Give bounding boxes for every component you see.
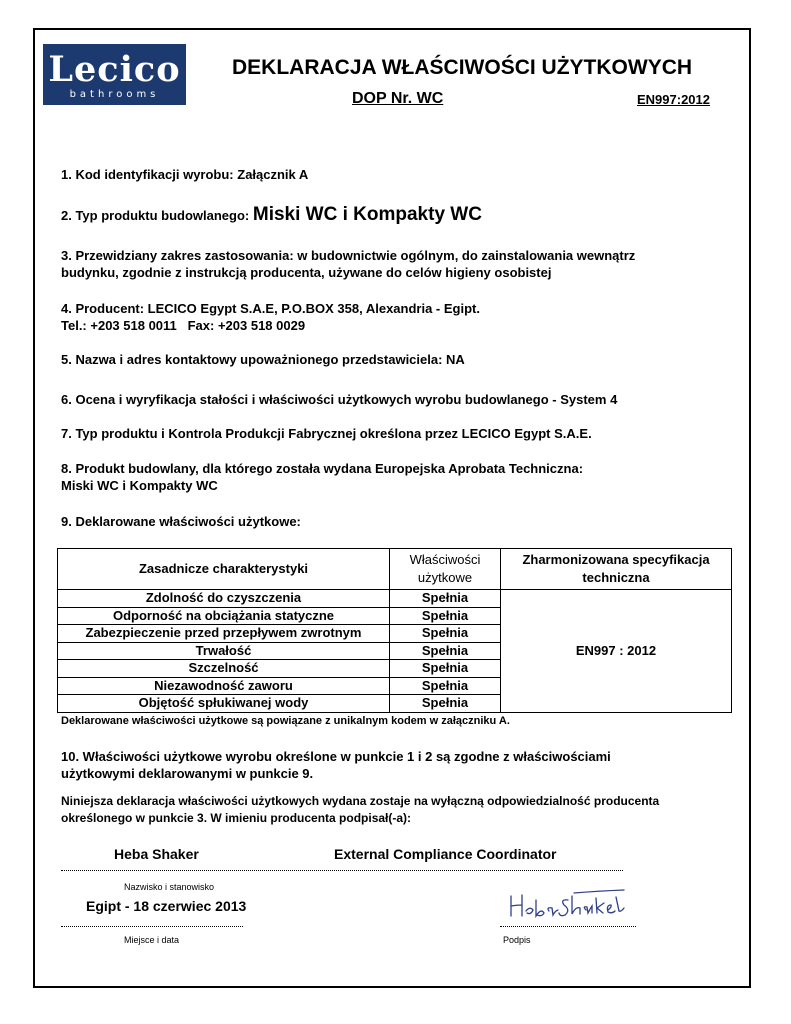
handwritten-signature	[508, 886, 628, 922]
signatory-position: External Compliance Coordinator	[334, 846, 557, 862]
performance-cell: Spełnia	[390, 695, 501, 713]
signature-dotted-line	[500, 926, 636, 927]
section-10	[61, 748, 611, 782]
performance-cell: Spełnia	[390, 590, 501, 608]
performance-cell: Spełnia	[390, 677, 501, 695]
table-note: Deklarowane właściwości użytkowe są powiązane z unikalnym kodem w załączniku A.	[61, 715, 510, 727]
properties-table	[57, 548, 732, 713]
performance-cell: Spełnia	[390, 642, 501, 660]
header-specification-line-1: Zharmonizowana specyfikacja	[522, 552, 710, 567]
section-7: 7. Typ produktu i Kontrola Produkcji Fabrycznej określona przez LECICO Egypt S.A.E.	[61, 426, 592, 441]
standard-reference: EN997:2012	[637, 92, 710, 107]
section-8-line-1: 8. Produkt budowlany, dla którego została wydana Europejska Aprobata Techniczna:	[61, 461, 584, 476]
section-6: 6. Ocena i wyryfikacja stałości i właściwości użytkowych wyrobu budowlanego - System 4	[61, 392, 618, 407]
header-specification	[501, 549, 732, 590]
header-performance-line-2: użytkowe	[417, 570, 473, 585]
section-4	[61, 300, 480, 334]
table-row	[58, 590, 732, 608]
section-10-line-1: 10. Właściwości użytkowe wyrobu określone w punkcie 1 i 2 są zgodne z właściwościami	[61, 749, 611, 764]
declaration-line-2: określonego w punkcie 3. W imieniu producenta podpisał(-a):	[61, 811, 412, 825]
section-5: 5. Nazwa i adres kontaktowy upoważnionego przedstawiciela: NA	[61, 352, 465, 367]
performance-cell: Spełnia	[390, 607, 501, 625]
place-dotted-line	[61, 926, 243, 927]
logo-subtitle: bathrooms	[69, 89, 160, 100]
dop-number: DOP Nr. WC	[352, 90, 444, 107]
section-2-value: Miski WC i Kompakty WC	[252, 204, 482, 225]
section-4-line-1: 4. Producent: LECICO Egypt S.A.E, P.O.BOX 358, Alexandria - Egipt.	[61, 301, 480, 316]
logo-brand: Lecico	[48, 49, 181, 90]
characteristic-cell: Niezawodność zaworu	[58, 677, 390, 695]
section-9: 9. Deklarowane właściwości użytkowe:	[61, 514, 301, 529]
table-header-row	[58, 549, 732, 590]
document-title: DEKLARACJA WŁAŚCIWOŚCI UŻYTKOWYCH	[232, 56, 693, 79]
section-4-line-2: Tel.: +203 518 0011 Fax: +203 518 0029	[61, 318, 306, 333]
characteristic-cell: Szczelność	[58, 660, 390, 678]
header-performance	[390, 549, 501, 590]
characteristic-cell: Zdolność do czyszczenia	[58, 590, 390, 608]
section-3-line-1: 3. Przewidziany zakres zastosowania: w budownictwie ogólnym, do zainstalowania wewnątrz	[61, 248, 636, 263]
section-8	[61, 460, 583, 494]
header-characteristics: Zasadnicze charakterystyki	[58, 549, 390, 590]
place-date: Egipt - 18 czerwiec 2013	[86, 898, 247, 914]
characteristic-cell: Objętość spłukiwanej wody	[58, 695, 390, 713]
header-performance-line-1: Właściwości	[409, 552, 481, 567]
section-2	[61, 206, 482, 224]
place-caption: Miejsce i data	[124, 935, 180, 945]
section-2-label: 2. Typ produktu budowlanego:	[61, 208, 250, 223]
performance-cell: Spełnia	[390, 625, 501, 643]
lecico-logo	[43, 44, 186, 105]
declaration-line-1: Niniejsza deklaracja właściwości użytkowych wydana zostaje na wyłączną odpowiedzialność producenta	[61, 794, 660, 808]
signature-caption: Podpis	[503, 935, 531, 945]
signatory-name: Heba Shaker	[114, 846, 199, 862]
section-1: 1. Kod identyfikacji wyrobu: Załącznik A	[61, 167, 309, 182]
section-3	[61, 247, 635, 281]
name-caption: Nazwisko i stanowisko	[124, 882, 215, 892]
name-dotted-line	[61, 870, 623, 871]
section-10-line-2: użytkowymi deklarowanymi w punkcie 9.	[61, 766, 314, 781]
header-specification-line-2: techniczna	[582, 570, 650, 585]
characteristic-cell: Zabezpieczenie przed przepływem zwrotnym	[58, 625, 390, 643]
characteristic-cell: Trwałość	[58, 642, 390, 660]
section-3-line-2: budynku, zgodnie z instrukcją producenta, używane do celów higieny osobistej	[61, 265, 552, 280]
characteristic-cell: Odporność na obciążania statyczne	[58, 607, 390, 625]
performance-cell: Spełnia	[390, 660, 501, 678]
section-8-line-2: Miski WC i Kompakty WC	[61, 478, 218, 493]
declaration-statement	[61, 793, 659, 827]
specification-cell: EN997 : 2012	[501, 590, 732, 713]
